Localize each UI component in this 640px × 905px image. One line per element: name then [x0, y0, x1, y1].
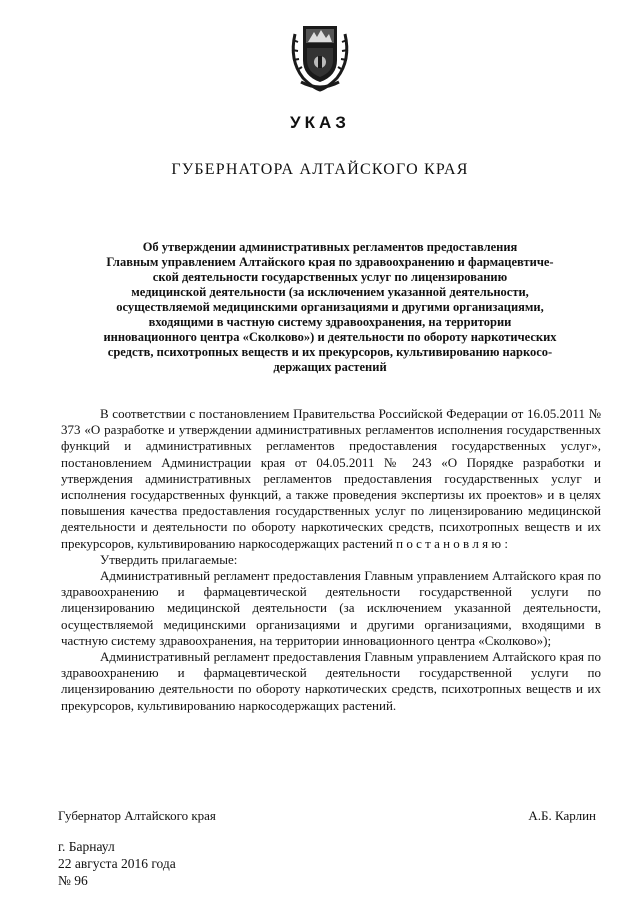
decree-number: № 96 [58, 873, 88, 888]
regulation-item-narcotics: Административный регламент предоставления Главным управлением Алтайского края по здравоохранению и фармацевтической деятельности государственной услуги по лицензированию деятельности по обороту наркотических средств, психотропных веществ и их прекурсоров, культивированию наркосодержащих растений. [61, 649, 601, 713]
regulation-item-medical: Административный регламент предоставления Главным управлением Алтайского края по здравоохранению и фармацевтической деятельности государственной услуги по лицензированию медицинской деятельности (за исключением указанной деятельности, осуществляемой медицинскими организациями и другими организациями, входящими в частную систему здравоохранения, на территории инновационного центра «Сколково»); [61, 568, 601, 648]
title-line: инновационного центра «Сколково») и деятельности по обороту наркотических [103, 330, 557, 344]
title-line: медицинской деятельности (за исключением указанной деятельности, [131, 285, 529, 299]
issue-city: г. Барнаул [58, 839, 115, 854]
title-line: Об утверждении административных регламентов предоставления [142, 240, 518, 254]
signatory-name: А.Б. Карлин [528, 808, 596, 823]
preamble-paragraph: В соответствии с постановлением Правительства Российской Федерации от 16.05.2011 № 373 «О разработке и утверждении административных регламентов исполнения государственных функций и административных регламентов предоставления государственных услуг», постановлением Администрации края от 04.05.2011 № 243 «О Порядке разработки и утверждения административных регламентов предоставления государственных услуг и исполнения государственных функций, а также проведения экспертизы их проектов» и в целях повышения качества предоставления государственных услуг по лицензированию медицинской деятельности и деятельности по обороту наркотических средств, психотропных веществ и их прекурсоров, культивированию наркосодержащих растений п о с т а н о в л я ю : [61, 406, 601, 551]
title-line: Главным управлением Алтайского края по здравоохранению и фармацевтиче- [106, 255, 554, 269]
decree-title [60, 240, 600, 375]
issue-details [58, 838, 176, 889]
title-line: держащих растений [273, 360, 387, 374]
title-line: осуществляемой медицинскими организациями и другими организациями, [116, 300, 544, 314]
issue-date: 22 августа 2016 года [58, 856, 176, 871]
issuer-title: ГУБЕРНАТОРА АЛТАЙСКОГО КРАЯ [171, 161, 469, 178]
altai-krai-coat-of-arms-icon [287, 20, 353, 92]
signatory-position: Губернатор Алтайского края [58, 808, 216, 823]
title-line: входящими в частную систему здравоохранения, на территории [148, 315, 512, 329]
document-type: УКАЗ [290, 113, 350, 132]
title-line: средств, психотропных веществ и их прекурсоров, культивированию наркосо- [107, 345, 553, 359]
signature-block [58, 808, 596, 824]
title-line: ской деятельности государственных услуг по лицензированию [152, 270, 508, 284]
decree-body [61, 406, 601, 714]
resolution-paragraph: Утвердить прилагаемые: [100, 551, 238, 567]
